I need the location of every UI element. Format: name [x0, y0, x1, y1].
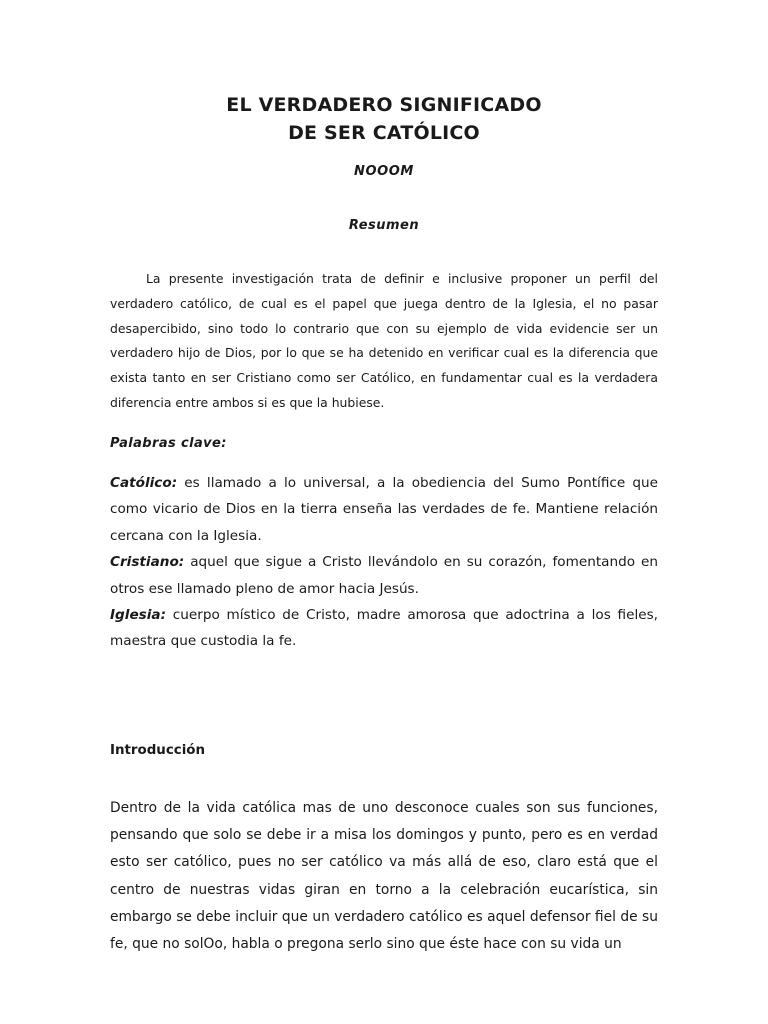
keyword-entry-cristiano — [110, 549, 658, 602]
keywords-list — [110, 470, 658, 655]
keyword-definition: cuerpo místico de Cristo, madre amorosa que adoctrina a los fieles, maestra que custodia la fe. — [110, 607, 658, 650]
introduction-paragraph: Dentro de la vida católica mas de uno desconoce cuales son sus funciones, pensando que solo se debe ir a misa los domingos y punto, pero es en verdad esto ser católico, pues no ser católico va más allá de eso, claro está que el centro de nuestras vidas giran en torno a la celebración eucarística, sin embargo se debe incluir que un verdadero católico es aquel defensor fiel de su fe, que no solOo, habla o pregona serlo sino que éste hace con su vida un — [110, 800, 658, 953]
abstract-heading: Resumen — [348, 218, 420, 233]
keyword-term: Cristiano: — [110, 554, 185, 571]
abstract-paragraph: La presente investigación trata de definir e inclusive proponer un perfil del verdadero católico, de cual es el papel que juega dentro de la Iglesia, el no pasar desapercibido, sino todo lo contrario que con su ejemplo de vida evidencie ser un verdadero hijo de Dios, por lo que se ha detenido en verificar cual es la diferencia que exista tanto en ser Cristiano como ser Católico, en fundamentar cual es la verdadera diferencia entre ambos si es que la hubiese. — [110, 271, 658, 410]
keyword-definition: aquel que sigue a Cristo llevándolo en su corazón, fomentando en otros ese llamado pleno de amor hacia Jesús. — [110, 554, 658, 597]
keywords-heading: Palabras clave: — [110, 436, 227, 451]
keyword-term: Católico: — [110, 475, 178, 491]
document-title-line-2: DE SER CATÓLICO — [288, 122, 480, 144]
keyword-definition: es llamado a lo universal, a la obediencia del Sumo Pontífice que como vicario de Dios en la tierra enseña las verdades de fe. Mantiene relación cercana con la Iglesia. — [110, 475, 658, 544]
document-title-line-1: EL VERDADERO SIGNIFICADO — [226, 94, 542, 116]
author-name: NOOOM — [354, 164, 414, 179]
introduction-heading: Introducción — [110, 743, 206, 758]
keyword-entry-catolico — [110, 470, 658, 549]
keyword-term: Iglesia: — [110, 607, 167, 624]
keyword-entry-iglesia — [110, 602, 658, 655]
